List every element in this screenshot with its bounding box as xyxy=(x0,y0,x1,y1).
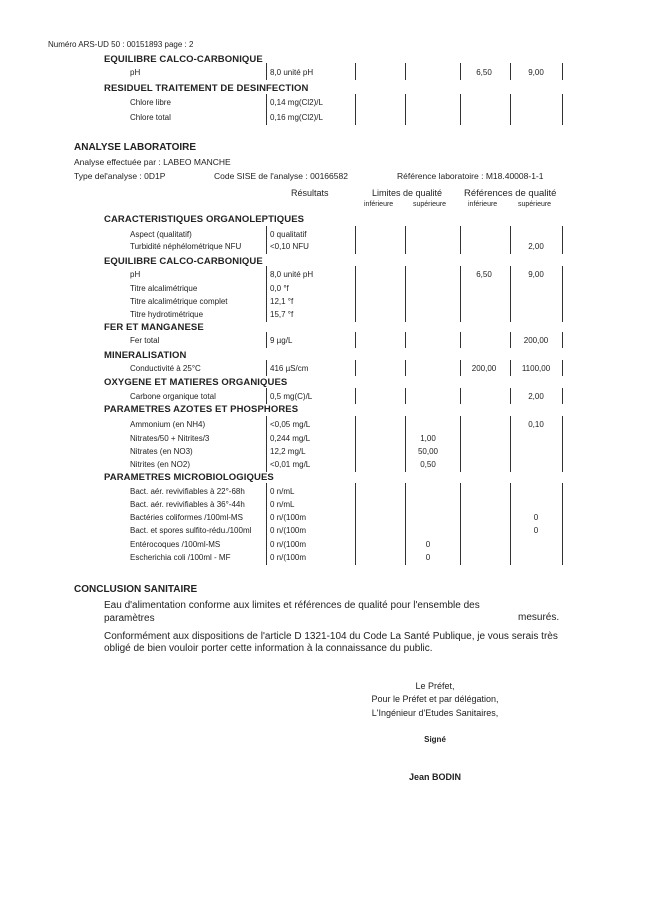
column-rule xyxy=(460,63,461,80)
column-rule xyxy=(460,332,461,348)
column-rule xyxy=(266,416,267,472)
column-rule xyxy=(355,416,356,472)
signatory-name: Jean BODIN xyxy=(408,772,461,782)
conclusion-text-parametres: paramètres xyxy=(104,613,155,624)
quality-reference-lower: 6,50 xyxy=(476,68,492,77)
parameter-result: <0,10 NFU xyxy=(270,242,309,251)
parameter-name: Ammonium (en NH4) xyxy=(130,420,206,429)
section-title: EQUILIBRE CALCO-CARBONIQUE xyxy=(104,256,263,267)
conclusion-text-line1: Eau d'alimentation conforme aux limites et références de qualité pour l'ensemble des xyxy=(104,600,480,611)
section-title: MINERALISATION xyxy=(104,350,187,361)
signature-prefet: Le Préfet, xyxy=(415,681,455,691)
parameter-result: 0,244 mg/L xyxy=(270,434,311,443)
parameter-result: 416 µS/cm xyxy=(270,364,309,373)
lab-analysis-title: ANALYSE LABORATOIRE xyxy=(74,142,197,153)
parameter-result: 0 n/(100m xyxy=(270,513,307,522)
parameter-result: 0,16 mg(Cl2)/L xyxy=(270,113,323,122)
parameter-result: 12,1 °f xyxy=(270,297,294,306)
parameter-result: 0,0 °f xyxy=(270,284,289,293)
quality-limit-upper: 0 xyxy=(425,553,431,562)
parameter-name: Titre alcalimétrique xyxy=(130,284,198,293)
parameter-name: Aspect (qualitatif) xyxy=(130,230,192,239)
quality-reference-lower: 200,00 xyxy=(471,364,497,373)
parameter-result: 0,14 mg(Cl2)/L xyxy=(270,98,323,107)
column-rule xyxy=(355,94,356,125)
column-rule xyxy=(562,483,563,565)
section-title: EQUILIBRE CALCO-CARBONIQUE xyxy=(104,54,263,65)
references-lower-header: inférieure xyxy=(468,201,498,208)
parameter-name: Titre alcalimétrique complet xyxy=(130,297,228,306)
column-rule xyxy=(460,226,461,254)
column-rule xyxy=(266,266,267,322)
column-rule xyxy=(562,360,563,376)
column-rule xyxy=(562,226,563,254)
column-rule xyxy=(405,94,406,125)
column-rule xyxy=(510,332,511,348)
column-rule xyxy=(562,94,563,125)
column-rule xyxy=(510,388,511,404)
column-rule xyxy=(460,360,461,376)
column-rule xyxy=(510,360,511,376)
parameter-result: 0,5 mg(C)/L xyxy=(270,392,313,401)
column-rule xyxy=(562,388,563,404)
column-rule xyxy=(562,332,563,348)
sise-code: Code SISE de l'analyse : 00166582 xyxy=(214,171,348,181)
quality-limit-upper: 0 xyxy=(425,540,431,549)
section-title: FER ET MANGANESE xyxy=(104,322,204,333)
parameter-name: pH xyxy=(130,68,141,77)
parameter-name: Bact. aér. revivifiables à 22°-68h xyxy=(130,487,245,496)
column-rule xyxy=(460,94,461,125)
parameter-name: Bactéries coliformes /100ml-MS xyxy=(130,513,243,522)
column-rule xyxy=(510,226,511,254)
quality-reference-upper: 9,00 xyxy=(528,68,544,77)
column-rule xyxy=(355,63,356,80)
column-rule xyxy=(266,483,267,565)
parameter-result: 0 n/(100m xyxy=(270,540,307,549)
parameter-name: Escherichia coli /100ml - MF xyxy=(130,553,231,562)
document-reference: Numéro ARS-UD 50 : 00151893 page : 2 xyxy=(48,40,194,49)
signature-delegation: Pour le Préfet et par délégation, xyxy=(371,694,499,704)
parameter-name: Carbone organique total xyxy=(130,392,216,401)
section-title: CARACTERISTIQUES ORGANOLEPTIQUES xyxy=(104,214,305,225)
parameter-name: Bact. aér. revivifiables à 36°-44h xyxy=(130,500,245,509)
column-rule xyxy=(460,483,461,565)
parameter-result: 0 n/(100m xyxy=(270,553,307,562)
quality-reference-upper: 0 xyxy=(533,513,539,522)
column-rule xyxy=(266,94,267,125)
parameter-result: <0,05 mg/L xyxy=(270,420,311,429)
quality-reference-upper: 0 xyxy=(533,526,539,535)
column-rule xyxy=(405,360,406,376)
parameter-name: Nitrates (en NO3) xyxy=(130,447,193,456)
conclusion-text-mesures: mesurés. xyxy=(518,612,560,623)
parameter-result: 0 n/(100m xyxy=(270,526,307,535)
parameter-name: pH xyxy=(130,270,141,279)
column-rule xyxy=(405,416,406,472)
column-rule xyxy=(355,360,356,376)
parameter-name: Turbidité néphélométrique NFU xyxy=(130,242,242,251)
parameter-result: 12,2 mg/L xyxy=(270,447,306,456)
parameter-result: 8,0 unité pH xyxy=(270,270,314,279)
column-rule xyxy=(405,266,406,322)
column-rule xyxy=(562,63,563,80)
parameter-result: 15,7 °f xyxy=(270,310,294,319)
quality-reference-upper: 9,00 xyxy=(528,270,544,279)
column-rule xyxy=(355,388,356,404)
signature-engineer: L'Ingénieur d'Etudes Sanitaires, xyxy=(371,708,499,718)
parameter-result: 8,0 unité pH xyxy=(270,68,314,77)
parameter-name: Chlore total xyxy=(130,113,171,122)
column-rule xyxy=(510,483,511,565)
section-title: OXYGENE ET MATIERES ORGANIQUES xyxy=(104,377,288,388)
column-rule xyxy=(266,360,267,376)
parameter-name: Nitrates/50 + Nitrites/3 xyxy=(130,434,210,443)
analysis-type: Type del'analyse : 0D1P xyxy=(74,171,166,181)
column-rule xyxy=(355,483,356,565)
column-rule xyxy=(460,266,461,322)
parameter-name: Bact. et spores sulfito-rédu./100ml xyxy=(130,526,252,535)
column-rule xyxy=(562,416,563,472)
column-rule xyxy=(510,63,511,80)
quality-reference-lower: 6,50 xyxy=(476,270,492,279)
section-title: PARAMETRES MICROBIOLOGIQUES xyxy=(104,472,274,483)
quality-reference-upper: 2,00 xyxy=(528,392,544,401)
parameter-name: Entérocoques /100ml-MS xyxy=(130,540,221,549)
parameter-result: 0 qualitatif xyxy=(270,230,307,239)
column-rule xyxy=(355,266,356,322)
section-title: PARAMETRES AZOTES ET PHOSPHORES xyxy=(104,404,299,415)
quality-reference-upper: 1100,00 xyxy=(521,364,551,373)
section-title: RESIDUEL TRAITEMENT DE DESINFECTION xyxy=(104,83,309,94)
parameter-name: Fer total xyxy=(130,336,160,345)
column-rule xyxy=(405,63,406,80)
column-rule xyxy=(510,416,511,472)
quality-reference-upper: 2,00 xyxy=(528,242,544,251)
column-rule xyxy=(266,63,267,80)
column-rule xyxy=(562,266,563,322)
quality-limit-upper: 1,00 xyxy=(420,434,436,443)
signed-mark: Signé xyxy=(424,735,446,744)
quality-reference-upper: 0,10 xyxy=(528,420,544,429)
parameter-result: <0,01 mg/L xyxy=(270,460,311,469)
column-rule xyxy=(460,388,461,404)
parameter-name: Titre hydrotimétrique xyxy=(130,310,204,319)
limits-upper-header: supérieure xyxy=(413,201,447,208)
references-upper-header: supérieure xyxy=(518,201,552,208)
references-column-header: Références de qualité xyxy=(464,188,557,199)
parameter-name: Conductivité à 25°C xyxy=(130,364,201,373)
column-rule xyxy=(510,266,511,322)
column-rule xyxy=(460,416,461,472)
column-rule xyxy=(266,388,267,404)
column-rule xyxy=(355,226,356,254)
parameter-result: 0 n/mL xyxy=(270,487,295,496)
column-rule xyxy=(510,94,511,125)
limits-lower-header: inférieure xyxy=(364,201,394,208)
conclusion-regulation-text: Conformément aux dispositions de l'article D 1321-104 du Code La Santé Publique, je vous serais très obligé de bien vouloir porter cette information à la connaissance du public. xyxy=(104,631,558,654)
quality-limit-upper: 0,50 xyxy=(420,460,436,469)
limits-column-header: Limites de qualité xyxy=(372,188,443,198)
column-rule xyxy=(266,332,267,348)
results-column-header: Résultats xyxy=(291,188,329,198)
parameter-name: Nitrites (en NO2) xyxy=(130,460,191,469)
parameter-result: 9 µg/L xyxy=(270,336,293,345)
lab-performed-by: Analyse effectuée par : LABEO MANCHE xyxy=(74,157,231,167)
column-rule xyxy=(405,226,406,254)
parameter-result: 0 n/mL xyxy=(270,500,295,509)
column-rule xyxy=(266,226,267,254)
parameter-name: Chlore libre xyxy=(130,98,171,107)
quality-reference-upper: 200,00 xyxy=(523,336,549,345)
column-rule xyxy=(405,483,406,565)
column-rule xyxy=(405,332,406,348)
conclusion-title: CONCLUSION SANITAIRE xyxy=(74,584,198,595)
quality-limit-upper: 50,00 xyxy=(417,447,439,456)
column-rule xyxy=(405,388,406,404)
column-rule xyxy=(355,332,356,348)
lab-reference: Référence laboratoire : M18.40008-1-1 xyxy=(397,171,544,181)
